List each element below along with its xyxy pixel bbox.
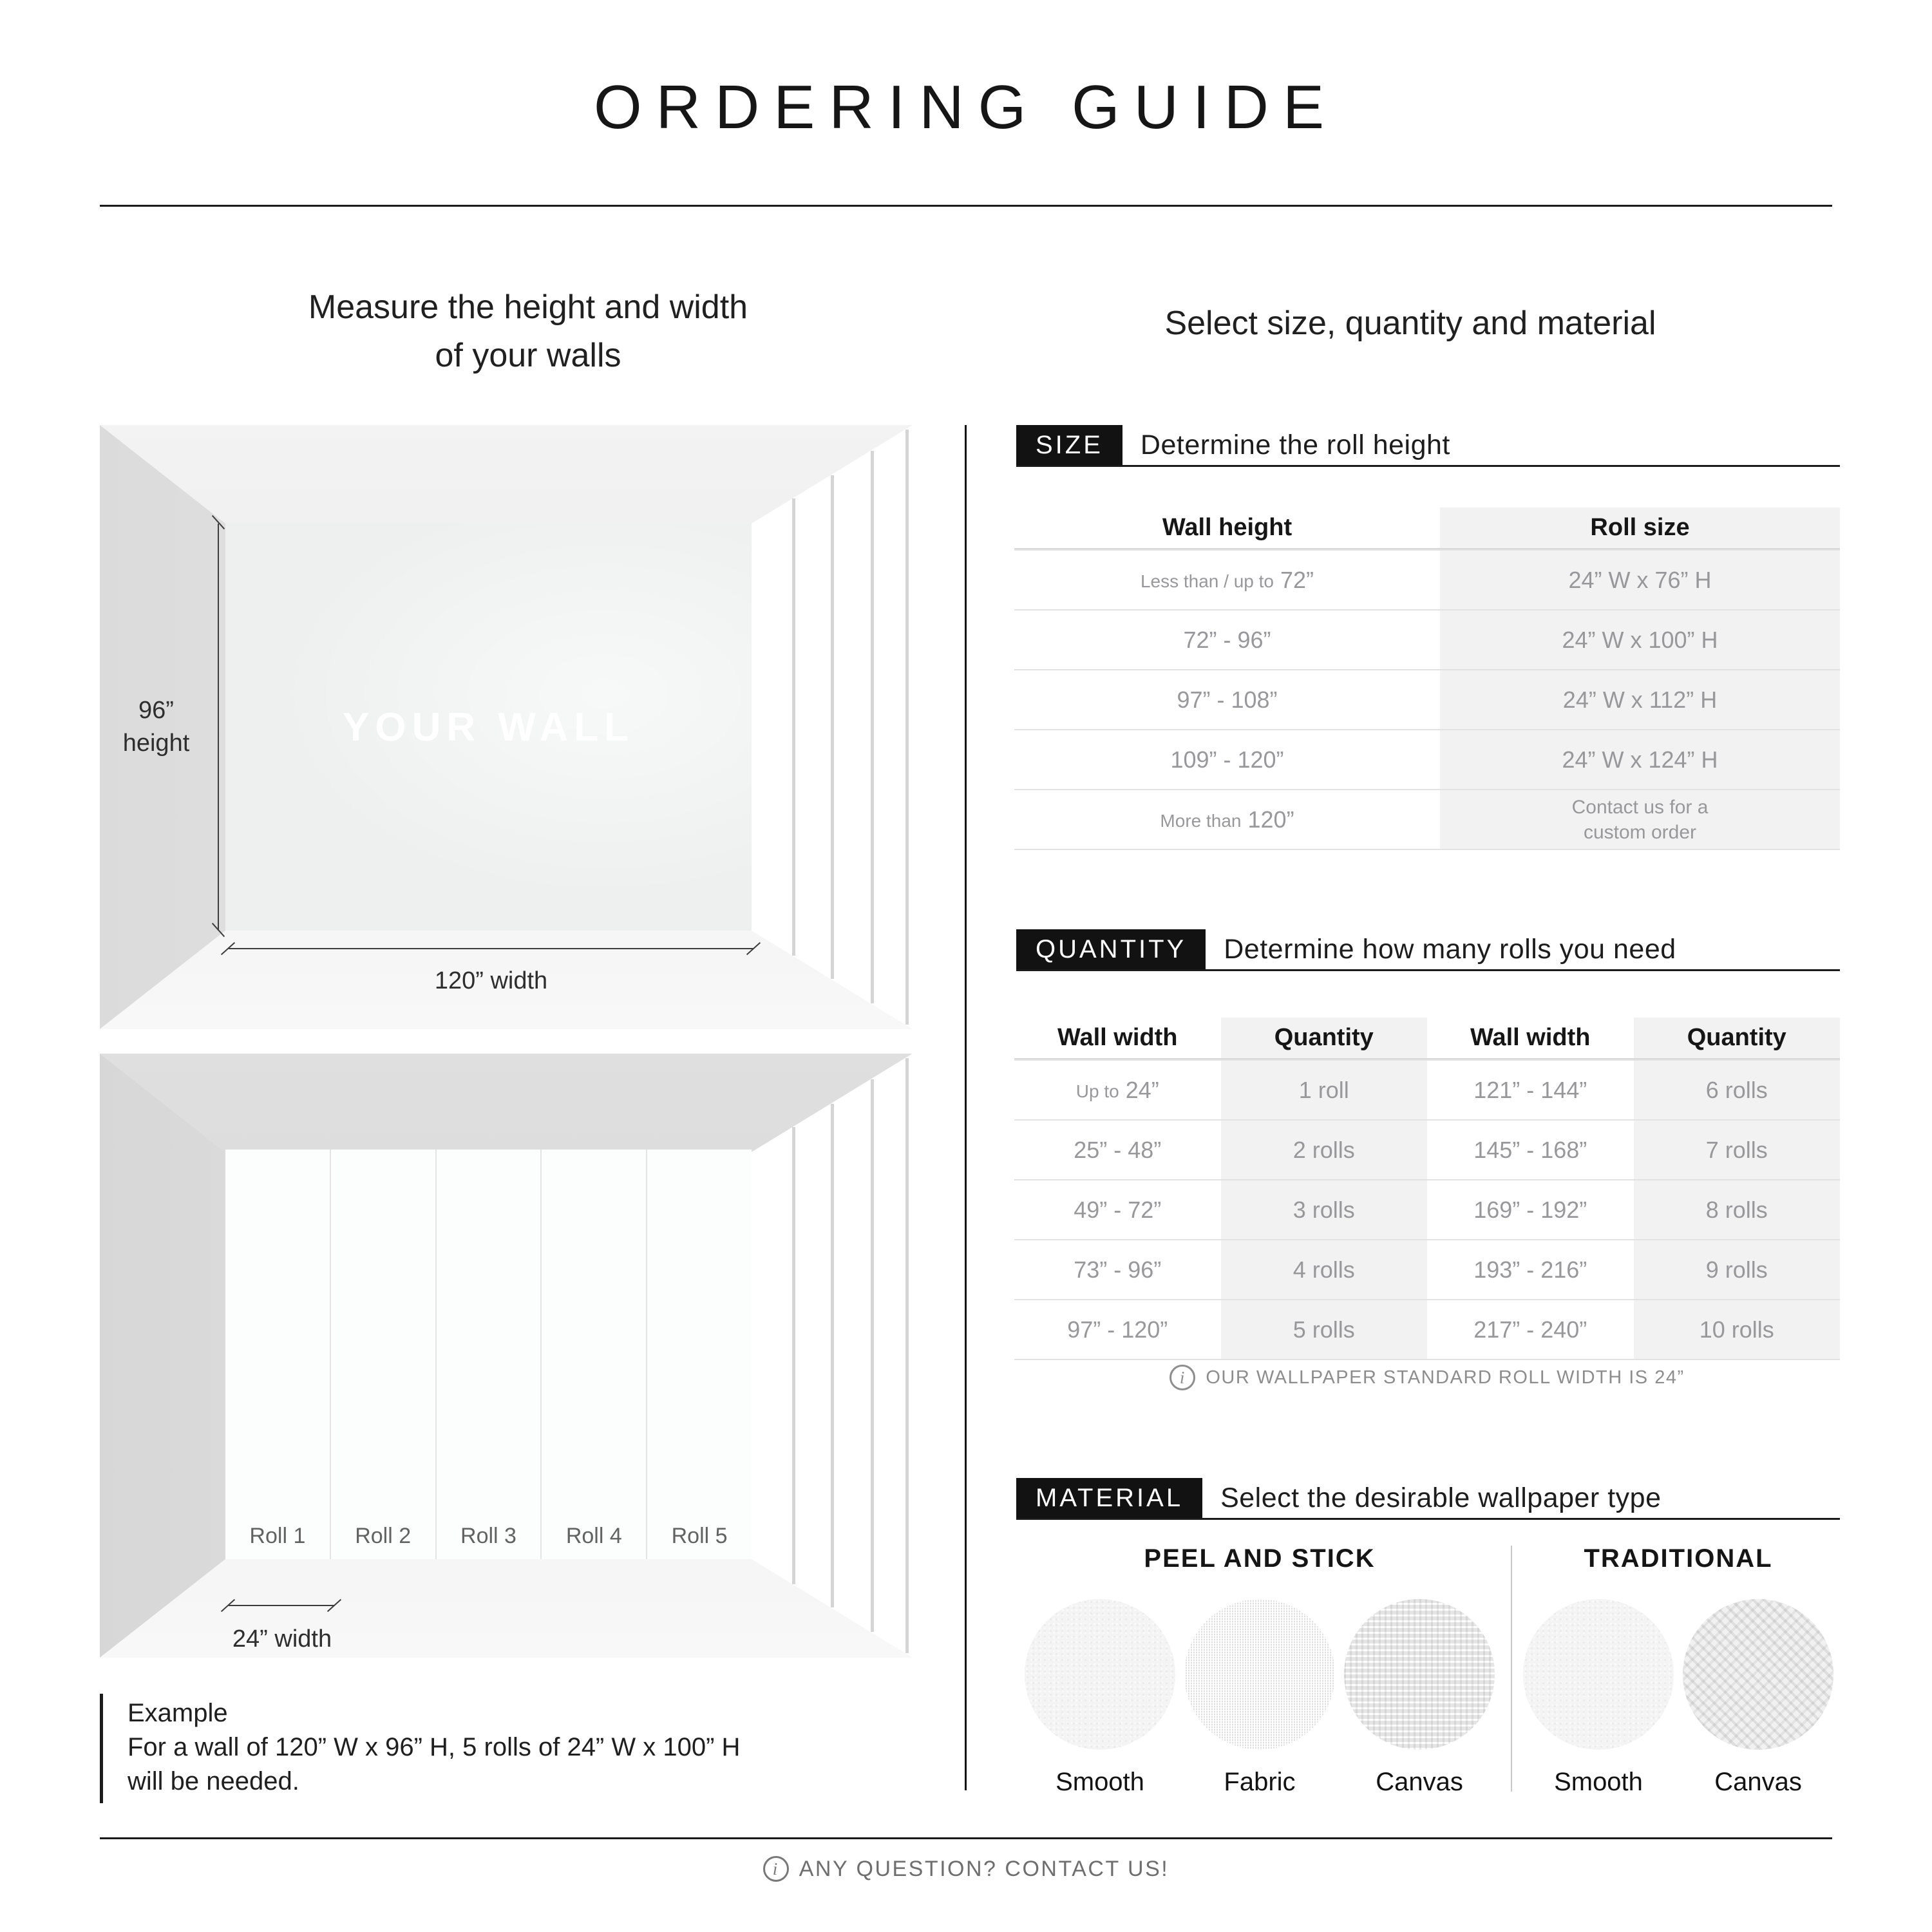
- size-table-row: [1014, 549, 1840, 609]
- quantity-table-header-row: [1014, 1018, 1840, 1059]
- size-table-header-row: [1014, 507, 1840, 549]
- quantity-value: 4 rolls: [1293, 1256, 1355, 1283]
- size-table: [1014, 507, 1840, 850]
- wall-width-value: 97” - 120”: [1067, 1316, 1168, 1343]
- size-heading: Determine the roll height: [1140, 429, 1450, 460]
- footer-divider: [100, 1837, 1832, 1839]
- quantity-table-row: [1014, 1239, 1840, 1299]
- roll-panel-3: [435, 1150, 541, 1559]
- wall-width-value: 217” - 240”: [1473, 1316, 1587, 1343]
- wall-width-value: 193” - 216”: [1473, 1256, 1587, 1283]
- wall-height-value: 72”: [1280, 566, 1314, 593]
- roll-label-3: Roll 3: [460, 1524, 516, 1548]
- material-heading: Select the desirable wallpaper type: [1220, 1482, 1662, 1513]
- footer: [0, 1856, 1932, 1882]
- swatch-label: Smooth: [1554, 1768, 1643, 1796]
- quantity-table-row: [1014, 1059, 1840, 1119]
- info-icon: i: [1170, 1365, 1195, 1390]
- room-illustration-rolls: [100, 1054, 913, 1658]
- material-group-traditional: [1517, 1544, 1840, 1797]
- material-group-divider: [1511, 1546, 1512, 1792]
- size-section-header: [1016, 425, 1840, 465]
- quantity-badge: QUANTITY: [1016, 929, 1206, 969]
- wall-width-value: 169” - 192”: [1473, 1196, 1587, 1223]
- custom-order-line2: custom order: [1583, 821, 1697, 843]
- col-header-wall-height: Wall height: [1162, 514, 1293, 541]
- size-table-row: [1014, 729, 1840, 789]
- window-frame-bar: [905, 1058, 909, 1653]
- size-badge: SIZE: [1016, 425, 1122, 465]
- roll-label-5: Roll 5: [671, 1524, 728, 1548]
- size-table-row: [1014, 789, 1840, 849]
- fabric-texture-swatch: [1184, 1599, 1335, 1750]
- window-frame-bar: [871, 1079, 874, 1632]
- wall-height-value: 72” - 96”: [1183, 626, 1271, 653]
- canvas-texture-swatch: [1344, 1599, 1495, 1750]
- col-header-roll-size: Roll size: [1440, 507, 1840, 548]
- quantity-table-row: [1014, 1119, 1840, 1179]
- canvas-texture-swatch: [1683, 1599, 1833, 1750]
- roll-width-dimension-label: 24” width: [232, 1625, 332, 1653]
- wall-width-value: 25” - 48”: [1074, 1136, 1162, 1163]
- wall-width-value: 49” - 72”: [1074, 1196, 1162, 1223]
- quantity-heading: Determine how many rolls you need: [1224, 933, 1676, 965]
- swatch-smooth: [1025, 1599, 1175, 1797]
- height-dimension-line: [218, 524, 219, 931]
- smooth-texture-swatch: [1025, 1599, 1175, 1750]
- material-badge: MATERIAL: [1016, 1478, 1202, 1518]
- roll-size-value: 24” W x 124” H: [1562, 746, 1718, 773]
- col-header-wall-width-2: Wall width: [1470, 1024, 1591, 1051]
- swatch-label: Smooth: [1056, 1768, 1144, 1796]
- roll-panel-2: [330, 1150, 435, 1559]
- roll-panel-1: [225, 1150, 330, 1559]
- roll-size-value: 24” W x 100” H: [1562, 626, 1718, 653]
- quantity-value: 2 rolls: [1293, 1136, 1355, 1163]
- window-frame-bar: [792, 1127, 795, 1584]
- width-dimension-label: 120” width: [434, 967, 548, 994]
- swatch-label: Canvas: [1376, 1768, 1463, 1796]
- size-table-row: [1014, 609, 1840, 669]
- window-frame-bar: [831, 1104, 834, 1607]
- roll-panel-4: [540, 1150, 646, 1559]
- quantity-value: 3 rolls: [1293, 1196, 1355, 1223]
- material-section-header: [1016, 1478, 1840, 1518]
- roll-width-dimension-line: [229, 1605, 334, 1606]
- roll-size-value: 24” W x 112” H: [1562, 686, 1718, 713]
- wall-width-value: 145” - 168”: [1473, 1136, 1587, 1163]
- quantity-header-underline: [1016, 969, 1840, 971]
- column-divider: [965, 425, 967, 1790]
- wall-width-value: 121” - 144”: [1473, 1076, 1587, 1103]
- footer-note: ANY QUESTION? CONTACT US!: [799, 1856, 1170, 1881]
- quantity-value: 5 rolls: [1293, 1316, 1355, 1343]
- height-value: 96”: [138, 697, 174, 724]
- custom-order-line1: Contact us for a: [1571, 796, 1709, 818]
- swatch-canvas: [1344, 1599, 1495, 1797]
- window-frame-bar: [792, 498, 795, 956]
- size-table-row: [1014, 669, 1840, 729]
- swatch-fabric: [1184, 1599, 1335, 1797]
- roll-panel-5: [646, 1150, 752, 1559]
- quantity-table: [1014, 1018, 1840, 1360]
- quantity-section-header: [1016, 929, 1840, 969]
- material-group-peel-and-stick: [1014, 1544, 1505, 1797]
- smooth-texture-swatch: [1523, 1599, 1674, 1750]
- wall-height-prefix: More than: [1160, 811, 1242, 831]
- page-title: ORDERING GUIDE: [593, 73, 1339, 142]
- swatch-label: Fabric: [1224, 1768, 1296, 1796]
- swatch-canvas: [1683, 1599, 1833, 1797]
- quantity-value: 10 rolls: [1699, 1316, 1774, 1343]
- roll-size-value: 24” W x 76” H: [1568, 566, 1712, 593]
- quantity-value: 9 rolls: [1705, 1256, 1768, 1283]
- roll-width-note-text: OUR WALLPAPER STANDARD ROLL WIDTH IS 24”: [1206, 1367, 1685, 1388]
- right-column-heading: Select size, quantity and material: [1164, 305, 1656, 342]
- col-header-quantity-1: Quantity: [1221, 1018, 1428, 1058]
- wall-width-value: 24”: [1125, 1076, 1159, 1103]
- window-frame-bar: [831, 475, 834, 979]
- example-line2: will be needed.: [128, 1766, 299, 1795]
- quantity-value: 7 rolls: [1705, 1136, 1768, 1163]
- col-header-quantity-2: Quantity: [1634, 1018, 1841, 1058]
- room-illustration-measure: [100, 425, 913, 1029]
- quantity-table-row: [1014, 1179, 1840, 1239]
- peel-and-stick-label: PEEL AND STICK: [1144, 1544, 1376, 1573]
- info-icon: i: [763, 1856, 789, 1882]
- roll-panels: [225, 1150, 752, 1559]
- title-divider: [100, 205, 1832, 207]
- roll-label-1: Roll 1: [249, 1524, 306, 1548]
- example-line1: For a wall of 120” W x 96” H, 5 rolls of 24” W x 100” H: [128, 1732, 741, 1761]
- quantity-value: 8 rolls: [1705, 1196, 1768, 1223]
- wall-height-value: 120”: [1247, 806, 1294, 833]
- wall-height-value: 97” - 108”: [1177, 686, 1278, 713]
- quantity-value: 1 roll: [1298, 1076, 1349, 1103]
- window-frame-bar: [871, 451, 874, 1003]
- wall-height-prefix: Less than / up to: [1140, 571, 1274, 591]
- material-header-underline: [1016, 1518, 1840, 1520]
- quantity-table-row: [1014, 1299, 1840, 1359]
- swatch-label: Canvas: [1714, 1768, 1802, 1796]
- height-dimension-label: [103, 694, 209, 761]
- col-header-wall-width-1: Wall width: [1057, 1024, 1178, 1051]
- roll-width-note: [1014, 1363, 1840, 1392]
- example-block: [100, 1694, 911, 1803]
- wall-width-value: 73” - 96”: [1074, 1256, 1162, 1283]
- wall-width-prefix: Up to: [1075, 1081, 1119, 1101]
- window-frame-bar: [905, 430, 909, 1025]
- left-column-heading: [142, 283, 914, 381]
- your-wall-label: YOUR WALL: [343, 705, 634, 750]
- roll-label-2: Roll 2: [355, 1524, 412, 1548]
- example-title: Example: [128, 1699, 228, 1727]
- traditional-label: TRADITIONAL: [1584, 1544, 1773, 1573]
- height-word: height: [122, 730, 190, 757]
- quantity-value: 6 rolls: [1705, 1076, 1768, 1103]
- wall-height-value: 109” - 120”: [1170, 746, 1284, 773]
- left-heading-line1: Measure the height and width: [308, 289, 748, 326]
- roll-label-4: Roll 4: [565, 1524, 622, 1548]
- left-heading-line2: of your walls: [435, 337, 621, 375]
- size-header-underline: [1016, 465, 1840, 467]
- width-dimension-line: [229, 948, 753, 949]
- swatch-smooth: [1523, 1599, 1674, 1797]
